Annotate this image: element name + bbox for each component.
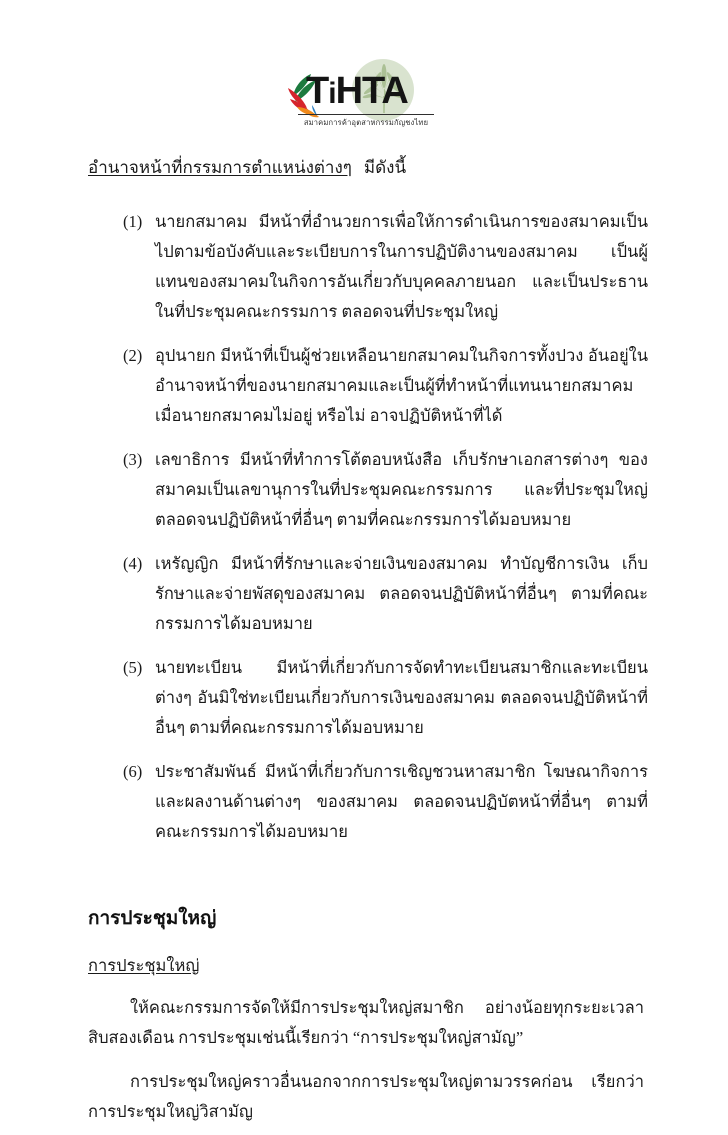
duties-list <box>123 207 648 847</box>
list-item-marker: (2) <box>123 346 143 365</box>
logo-tagline: สมาคมการค้าอุตสาหกรรมกัญชงไทย <box>303 118 429 127</box>
meeting-section <box>88 905 648 1127</box>
meeting-section-title: การประชุมใหญ่ <box>88 908 217 929</box>
list-item <box>123 653 648 743</box>
meeting-subtitle-wrapper <box>88 953 648 993</box>
list-item-marker: (6) <box>123 762 143 781</box>
logo-divider <box>298 114 434 115</box>
list-item-marker: (1) <box>123 212 143 231</box>
list-item <box>123 341 648 431</box>
list-item <box>123 757 648 847</box>
logo-block <box>0 58 728 138</box>
meeting-paragraph-2: การประชุมใหญ่คราวอื่นนอกจากการประชุมใหญ่ตามวรรคก่อน เรียกว่า การประชุมใหญ่วิสามัญ <box>88 1072 644 1121</box>
list-item-marker: (3) <box>123 450 143 469</box>
list-item-text: นายทะเบียน มีหน้าที่เกี่ยวกับการจัดทำทะเบียนสมาชิกและทะเบียนต่างๆ อันมิใช่ทะเบียนเกี่ยวกับการเงินของสมาคม ตลอดจนปฏิบัติหน้าที่อื่นๆ ตามที่คณะกรรมการได้มอบหมาย <box>155 658 648 737</box>
logo-wordmark: TiHTA <box>306 70 408 112</box>
list-item-marker: (4) <box>123 554 143 573</box>
list-item-text: ประชาสัมพันธ์ มีหน้าที่เกี่ยวกับการเชิญชวนหาสมาชิก โฆษณากิจการและผลงานด้านต่างๆ ของสมาคม ตลอดจนปฏิบัตหน้าที่อื่นๆ ตามที่คณะกรรมการได้มอบหมาย <box>155 762 648 841</box>
list-item-text: เหรัญญิก มีหน้าที่รักษาและจ่ายเงินของสมาคม ทำบัญชีการเงิน เก็บรักษาและจ่ายพัสดุของสมาคม ตลอดจนปฏิบัติหน้าที่อื่นๆ ตามที่คณะกรรมการได้มอบหมาย <box>155 554 648 633</box>
page-title-tail-text: มีดังนี้ <box>363 158 407 177</box>
page-title-underlined-text: อำนาจหน้าที่กรรมการตำแหน่งต่างๆ <box>88 158 352 177</box>
tihta-logo <box>284 58 444 138</box>
duties-list-wrapper <box>88 207 648 847</box>
list-item-text: อุปนายก มีหน้าที่เป็นผู้ช่วยเหลือนายกสมาคมในกิจการทั้งปวง อันอยู่ในอำนาจหน้าที่ของนายกสมาคมและเป็นผู้ที่ทำหน้าที่แทนนายกสมาคม เมื่อนายกสมาคมไม่อยู่ หรือไม่ อาจปฏิบัติหน้าที่ได้ <box>155 346 648 425</box>
meeting-paragraph-1: ให้คณะกรรมการจัดให้มีการประชุมใหญ่สมาชิก อย่างน้อยทุกระยะเวลาสิบสองเดือน การประชุมเช่นนี้เรียกว่า “การประชุมใหญ่สามัญ” <box>88 998 644 1047</box>
list-item <box>123 207 648 327</box>
document-content <box>88 155 648 1135</box>
meeting-body <box>88 993 648 1127</box>
list-item <box>123 549 648 639</box>
list-item-marker: (5) <box>123 658 143 677</box>
list-item-text: เลขาธิการ มีหน้าที่ทำการโต้ตอบหนังสือ เก็บรักษาเอกสารต่างๆ ของสมาคมเป็นเลขานุการในที่ประชุมคณะกรรมการ และที่ประชุมใหญ่ ตลอดจนปฏิบัติหน้าที่อื่นๆ ตามที่คณะกรรมการได้มอบหมาย <box>155 450 648 529</box>
meeting-subtitle: การประชุมใหญ่ <box>88 956 200 975</box>
list-item <box>123 445 648 535</box>
page-title <box>88 155 648 181</box>
list-item-text: นายกสมาคม มีหน้าที่อำนวยการเพื่อให้การดำเนินการของสมาคมเป็นไปตามข้อบังคับและระเบียบการในการปฏิบัติงานของสมาคม เป็นผู้แทนของสมาคมในกิจการอันเกี่ยวกับบุคคลภายนอก และเป็นประธานในที่ประชุมคณะกรรมการ ตลอดจนที่ประชุมใหญ่ <box>155 212 648 321</box>
